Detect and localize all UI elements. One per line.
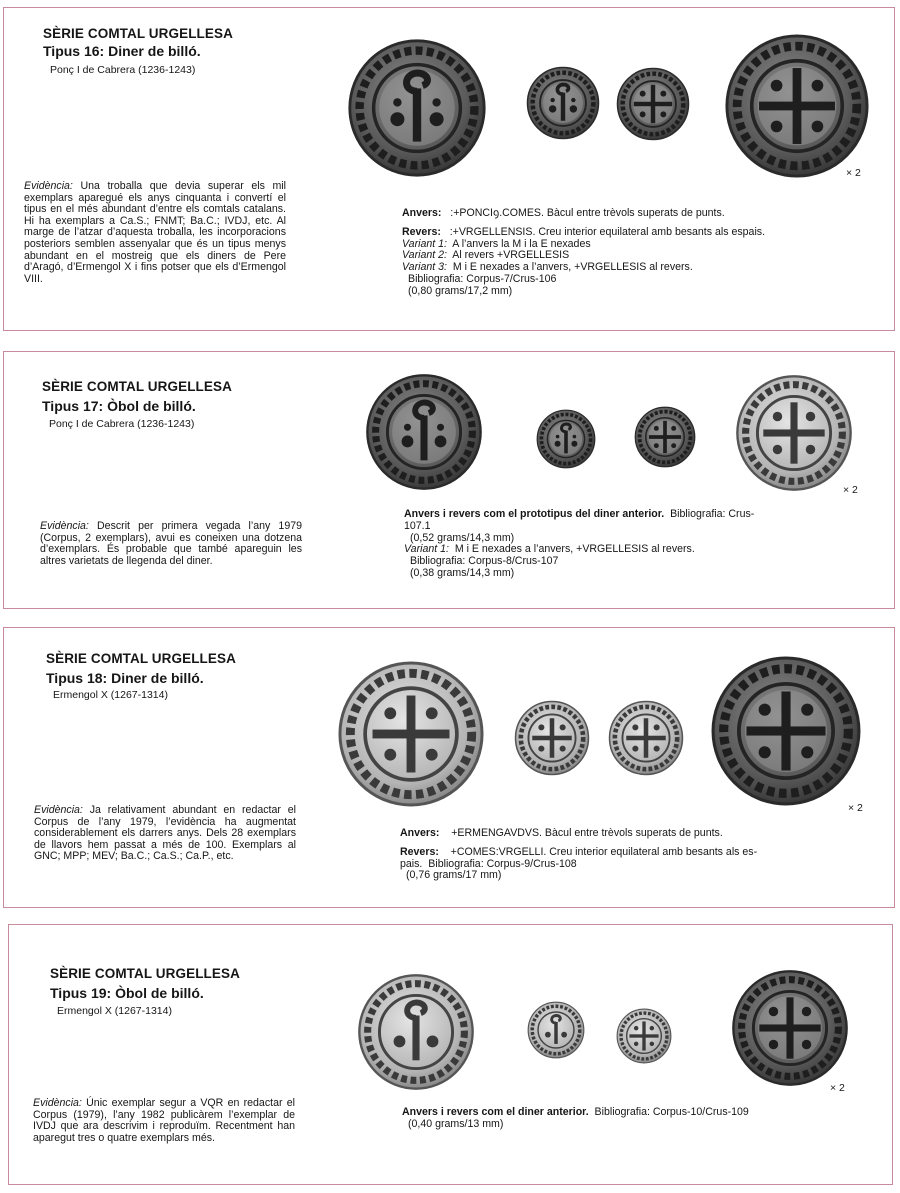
evidence-label: Evidència: — [33, 1097, 82, 1109]
ruler-name: Ponç I de Cabrera (1236-1243) — [49, 418, 195, 430]
entry-card-tipus-19 — [8, 924, 893, 1185]
coin-description — [402, 208, 872, 298]
obverse-line — [402, 208, 872, 220]
evidence-label: Evidència: — [40, 520, 89, 532]
entry-card-tipus-16 — [3, 7, 895, 331]
coin-obverse-small-image — [527, 1001, 585, 1059]
series-heading: SÈRIE COMTAL URGELLESA — [50, 966, 240, 981]
evidence-paragraph — [33, 1098, 295, 1144]
coin-obverse-small-image — [526, 66, 600, 140]
obverse-line — [400, 828, 870, 840]
weight-line: (0,52 grams/14,3 mm) — [410, 531, 515, 544]
coin-type-title: Tipus 17: Òbol de billó. — [42, 398, 196, 414]
evidence-paragraph — [24, 181, 286, 285]
variant-label: Variant 2: — [402, 249, 447, 262]
coin-reverse-large-image — [731, 969, 849, 1087]
reverse-label: Revers: — [402, 225, 441, 238]
variant-text: M i E nexades a l’anvers, +VRGELLESIS al revers. — [454, 543, 695, 556]
series-heading: SÈRIE COMTAL URGELLESA — [46, 651, 236, 666]
coin-reverse-large-image — [735, 374, 853, 492]
coin-obverse-large-image — [365, 373, 483, 491]
series-heading: SÈRIE COMTAL URGELLESA — [42, 379, 232, 394]
coin-obverse-small-image — [536, 409, 596, 469]
entry-card-tipus-18 — [3, 627, 895, 908]
coin-description — [402, 1107, 872, 1131]
evidence-text: Descrit per primera vegada l’any 1979 (Corpus, 2 exemplars), avui es coneixen una dotzena d’exemplars. És probable que també apareguin les altres varietats de llegenda del diner. — [40, 520, 302, 567]
evidence-text: Ja relativament abundant en redactar el Corpus de l’any 1979, l’evidència ha augmentat considerablement els darrers anys. Dels 28 exemplars de llavors hem passat a més de 100. Exemplars al GNC; MPP; MEV; Ba.C.; Ca.S.; Ca.P., etc. — [34, 804, 296, 863]
prototype-statement: Anvers i revers com el prototipus del diner anterior. — [404, 508, 665, 520]
reverse-label: Revers: — [400, 845, 439, 858]
obverse-text: :+PONCIꝯ.COMES. Bàcul entre trèvols superats de punts. — [450, 207, 725, 219]
series-heading: SÈRIE COMTAL URGELLESA — [43, 26, 233, 41]
coin-reverse-small-image — [608, 700, 684, 776]
coin-reverse-small-image — [616, 67, 690, 141]
scale-label: × 2 — [848, 802, 863, 814]
coin-type-title: Tipus 16: Diner de billó. — [43, 43, 201, 59]
bibliography-line: Bibliografia: Corpus-7/Crus-106 — [408, 272, 557, 285]
coin-reverse-large-image — [710, 655, 862, 807]
bibliography-text: Bibliografia: Corpus-9/Crus-108 — [428, 857, 577, 870]
coin-reverse-small-image — [616, 1008, 672, 1064]
variant-label: Variant 3: — [402, 261, 447, 274]
variant-label: Variant 1: — [402, 237, 447, 250]
prototype-statement: Anvers i revers com el diner anterior. — [402, 1106, 589, 1118]
evidence-text: Únic exemplar segur a VQR en redactar el Corpus (1979), l’any 1982 publicàrem l’exemplar de IVDJ que ara descrivim i reproduïm. Recentment han aparegut tres o quatre exemplars més. — [33, 1097, 295, 1144]
scale-label: × 2 — [843, 484, 858, 496]
bibliography-continuation: 107.1 — [404, 519, 431, 532]
variant-text: A l’anvers la M i la E nexades — [452, 237, 591, 250]
coin-obverse-large-image — [347, 38, 487, 178]
reverse-text-continued: pais. — [400, 857, 423, 870]
obverse-text: +ERMENGAVDVS. Bàcul entre trèvols superats de punts. — [451, 827, 723, 839]
entry-card-tipus-17 — [3, 351, 895, 609]
variant-text: Al revers +VRGELLESIS — [452, 249, 570, 262]
coin-reverse-small-image — [634, 406, 696, 468]
weight-line: (0,40 grams/13 mm) — [408, 1117, 504, 1130]
evidence-label: Evidència: — [24, 180, 73, 192]
evidence-paragraph — [34, 805, 296, 863]
coin-reverse-large-image — [724, 33, 870, 179]
bibliography-line: Bibliografia: Corpus-8/Crus-107 — [410, 555, 559, 568]
coin-obverse-large-image — [357, 973, 475, 1091]
bibliography-text: Bibliografia: Corpus-10/Crus-109 — [594, 1106, 749, 1118]
weight-line: (0,76 grams/17 mm) — [406, 869, 502, 882]
evidence-text: Una troballa que devia superar els mil exemplars aparegué els anys cinquanta i convertí el tipus en el més abundant d’entre els comtals catalans. Hi ha exemplars a Ca.S.; FNMT; Ba.C.; IVDJ, etc. Al marge de l’atzar d’aquesta troballa, les incorporacions posteriors semblen assenyalar que és un tipus menys abundant en el mostreig que els diners de Pere d’Aragó, d’Ermengol X i fins potser que els d’Ermengol VIII. — [24, 180, 286, 285]
obverse-label: Anvers: — [400, 827, 440, 839]
weight-line: (0,38 grams/14,3 mm) — [410, 566, 515, 579]
coin-description — [404, 509, 874, 580]
evidence-paragraph — [40, 521, 302, 567]
coin-type-title: Tipus 18: Diner de billó. — [46, 670, 204, 686]
evidence-label: Evidència: — [34, 804, 83, 816]
ruler-name: Ermengol X (1267-1314) — [57, 1005, 172, 1017]
coin-type-title: Tipus 19: Òbol de billó. — [50, 985, 204, 1001]
ruler-name: Ponç I de Cabrera (1236-1243) — [50, 64, 196, 76]
coin-obverse-small-image — [514, 700, 590, 776]
scale-label: × 2 — [830, 1082, 845, 1094]
scale-label: × 2 — [846, 167, 861, 179]
coin-description — [400, 828, 870, 882]
weight-line: (0,80 grams/17,2 mm) — [408, 284, 513, 297]
variant-label: Variant 1: — [404, 543, 449, 556]
reverse-text: +COMES:VRGELLI. Creu interior equilateral amb besants als es- — [450, 845, 758, 858]
prototype-line — [404, 509, 874, 521]
ruler-name: Ermengol X (1267-1314) — [53, 689, 168, 701]
obverse-label: Anvers: — [402, 207, 442, 219]
variant-text: M i E nexades a l’anvers, +VRGELLESIS al revers. — [452, 261, 693, 274]
bibliography-text: Bibliografia: Crus- — [670, 508, 755, 520]
reverse-text: :+VRGELLENSIS. Creu interior equilateral amb besants als espais. — [449, 225, 766, 238]
coin-obverse-large-image — [337, 660, 485, 808]
